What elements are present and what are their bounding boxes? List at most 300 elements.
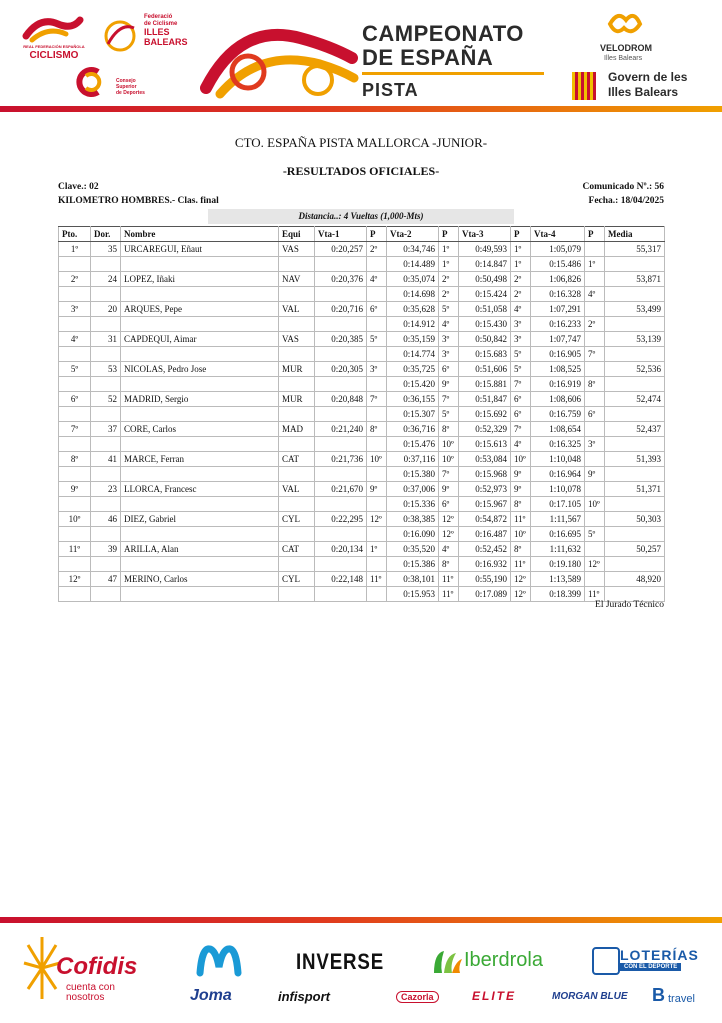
- cell-split-p2: 11º: [439, 587, 459, 602]
- col-p4: P: [585, 227, 605, 242]
- table-split-row: [59, 467, 665, 482]
- cell-p1: 4º: [367, 272, 387, 287]
- cell-split-p4: 1º: [585, 257, 605, 272]
- cell-split-p2: 9º: [439, 377, 459, 392]
- cell-split-p4: 9º: [585, 467, 605, 482]
- cell-vta4: 1:06,826: [531, 272, 585, 287]
- cell-split-p4: 4º: [585, 287, 605, 302]
- cell-vta2: 0:36,716: [387, 422, 439, 437]
- cell-name: CORE, Carlos: [121, 422, 279, 437]
- sponsors-footer: [0, 923, 722, 1023]
- cell-split-p2: 8º: [439, 557, 459, 572]
- cell-empty: [605, 317, 665, 332]
- cell-split4: 0:16.695: [531, 527, 585, 542]
- col-vta2: Vta-2: [387, 227, 439, 242]
- table-split-row: [59, 527, 665, 542]
- cell-p1: 10º: [367, 452, 387, 467]
- cell-name: DIEZ, Gabriel: [121, 512, 279, 527]
- elite-logo: ELITE: [472, 989, 517, 1003]
- table-split-row: [59, 557, 665, 572]
- cell-pos: 11º: [59, 542, 91, 557]
- cell-pos: 6º: [59, 392, 91, 407]
- cell-split4: 0:16.325: [531, 437, 585, 452]
- header: [0, 0, 722, 112]
- cell-empty: [367, 497, 387, 512]
- govern-line2: Illes Balears: [608, 85, 679, 99]
- cell-split-p3: 10º: [511, 527, 531, 542]
- cell-empty: [91, 347, 121, 362]
- cell-empty: [367, 257, 387, 272]
- cell-split3: 0:15.692: [459, 407, 511, 422]
- cell-p2: 12º: [439, 512, 459, 527]
- clave-label: Clave.: 02: [58, 182, 99, 192]
- cell-dorsal: 41: [91, 452, 121, 467]
- cell-split3: 0:15.967: [459, 497, 511, 512]
- cell-split-p4: 12º: [585, 557, 605, 572]
- cell-empty: [367, 467, 387, 482]
- cell-empty: [59, 317, 91, 332]
- cell-dorsal: 46: [91, 512, 121, 527]
- cell-empty: [59, 437, 91, 452]
- cell-empty: [605, 257, 665, 272]
- cell-vta2: 0:35,074: [387, 272, 439, 287]
- cell-vta3: 0:49,593: [459, 242, 511, 257]
- cell-p2: 2º: [439, 272, 459, 287]
- table-row: [59, 392, 665, 407]
- cell-name: MARCE, Ferran: [121, 452, 279, 467]
- cell-split4: 0:16.905: [531, 347, 585, 362]
- col-nombre: Nombre: [121, 227, 279, 242]
- cell-p2: 10º: [439, 452, 459, 467]
- cell-empty: [91, 287, 121, 302]
- cell-empty: [59, 497, 91, 512]
- col-vta3: Vta-3: [459, 227, 511, 242]
- cell-empty: [315, 407, 367, 422]
- cell-empty: [315, 587, 367, 602]
- cell-split-p3: 12º: [511, 587, 531, 602]
- cell-p3: 7º: [511, 422, 531, 437]
- distance-banner: Distancia..: 4 Vueltas (1,000-Mts): [208, 209, 514, 224]
- cell-vta1: 0:20,134: [315, 542, 367, 557]
- cell-name: MERINO, Carlos: [121, 572, 279, 587]
- cell-dorsal: 23: [91, 482, 121, 497]
- cell-split-p2: 7º: [439, 467, 459, 482]
- cell-vta1: 0:22,148: [315, 572, 367, 587]
- cell-p1: 5º: [367, 332, 387, 347]
- cell-split3: 0:15.430: [459, 317, 511, 332]
- cell-p3: 5º: [511, 362, 531, 377]
- cell-media: 53,499: [605, 302, 665, 317]
- cell-vta1: 0:20,305: [315, 362, 367, 377]
- cell-empty: [91, 557, 121, 572]
- cell-media: 48,920: [605, 572, 665, 587]
- loterias-icon: [592, 947, 620, 975]
- govern-line1: Govern de les: [608, 70, 688, 84]
- cell-pos: 1º: [59, 242, 91, 257]
- csd-line3: de Deportes: [116, 90, 145, 96]
- cell-p1: 8º: [367, 422, 387, 437]
- cell-split3: 0:17.089: [459, 587, 511, 602]
- cell-split4: 0:17.105: [531, 497, 585, 512]
- cell-vta1: 0:22,295: [315, 512, 367, 527]
- cell-team: CYL: [279, 572, 315, 587]
- cell-p3: 8º: [511, 542, 531, 557]
- cell-vta4: 1:08,525: [531, 362, 585, 377]
- cell-vta1: 0:20,257: [315, 242, 367, 257]
- cell-pos: 9º: [59, 482, 91, 497]
- cell-vta2: 0:38,101: [387, 572, 439, 587]
- cell-vta4: 1:10,078: [531, 482, 585, 497]
- cell-vta3: 0:51,606: [459, 362, 511, 377]
- cell-empty: [121, 527, 279, 542]
- cell-split-p2: 12º: [439, 527, 459, 542]
- inverse-logo: INVERSE: [296, 949, 385, 974]
- federacio-line2: de Ciclisme: [144, 21, 178, 27]
- cell-split2: 0:15.953: [387, 587, 439, 602]
- cell-vta2: 0:35,159: [387, 332, 439, 347]
- cell-split3: 0:16.487: [459, 527, 511, 542]
- federacio-logo-icon: [100, 14, 140, 54]
- cell-empty: [121, 257, 279, 272]
- cell-empty: [315, 377, 367, 392]
- iberdrola-logo: Iberdrola: [464, 949, 543, 971]
- cell-split4: 0:16.328: [531, 287, 585, 302]
- cell-empty: [367, 587, 387, 602]
- cell-split-p2: 2º: [439, 287, 459, 302]
- cell-split4: 0:19.180: [531, 557, 585, 572]
- cell-vta4: 1:11,632: [531, 542, 585, 557]
- iberdrola-leaf-icon: [430, 947, 464, 975]
- cell-pos: 4º: [59, 332, 91, 347]
- cell-pos: 5º: [59, 362, 91, 377]
- cell-dorsal: 39: [91, 542, 121, 557]
- cell-vta4: 1:07,291: [531, 302, 585, 317]
- cell-vta4: 1:10,048: [531, 452, 585, 467]
- cell-p2: 8º: [439, 422, 459, 437]
- cell-p2: 3º: [439, 332, 459, 347]
- cell-empty: [121, 467, 279, 482]
- cell-p4: [585, 362, 605, 377]
- cell-media: 52,474: [605, 392, 665, 407]
- cell-empty: [279, 587, 315, 602]
- cell-vta4: 1:08,606: [531, 392, 585, 407]
- col-vta4: Vta-4: [531, 227, 585, 242]
- table-row: [59, 242, 665, 257]
- cell-pos: 3º: [59, 302, 91, 317]
- table-row: [59, 542, 665, 557]
- btravel-logo: travel: [668, 993, 695, 1005]
- cell-empty: [315, 467, 367, 482]
- cell-name: NICOLAS, Pedro Jose: [121, 362, 279, 377]
- cell-vta3: 0:52,452: [459, 542, 511, 557]
- cell-team: VAS: [279, 332, 315, 347]
- table-split-row: [59, 287, 665, 302]
- cell-p4: [585, 242, 605, 257]
- cell-empty: [605, 377, 665, 392]
- federacio-line3: ILLES: [144, 27, 170, 37]
- cell-empty: [121, 557, 279, 572]
- cell-empty: [279, 557, 315, 572]
- cell-split-p3: 5º: [511, 347, 531, 362]
- csd-line2: Superior: [116, 84, 137, 90]
- cell-empty: [315, 257, 367, 272]
- cell-p3: 9º: [511, 482, 531, 497]
- campeonato-title-pista: PISTA: [362, 80, 419, 100]
- cell-split2: 0:16.090: [387, 527, 439, 542]
- cell-split3: 0:15.881: [459, 377, 511, 392]
- cell-dorsal: 52: [91, 392, 121, 407]
- cell-empty: [605, 347, 665, 362]
- cell-empty: [279, 497, 315, 512]
- campeonato-title-line2: DE ESPAÑA: [362, 45, 494, 70]
- cell-p2: 4º: [439, 542, 459, 557]
- cell-split2: 0:15.476: [387, 437, 439, 452]
- cell-empty: [279, 287, 315, 302]
- cell-split2: 0:15.307: [387, 407, 439, 422]
- cell-split2: 0:15.336: [387, 497, 439, 512]
- cell-vta2: 0:37,116: [387, 452, 439, 467]
- cell-vta1: 0:21,736: [315, 452, 367, 467]
- cell-split-p3: 1º: [511, 257, 531, 272]
- cell-split-p4: 6º: [585, 407, 605, 422]
- col-p3: P: [511, 227, 531, 242]
- rfec-ciclismo: CICLISMO: [29, 50, 79, 61]
- cell-split-p4: 5º: [585, 527, 605, 542]
- document-title: CTO. ESPAÑA PISTA MALLORCA -JUNIOR-: [234, 135, 488, 150]
- cell-p4: [585, 422, 605, 437]
- cell-p4: [585, 302, 605, 317]
- cell-p2: 1º: [439, 242, 459, 257]
- cell-split3: 0:15.613: [459, 437, 511, 452]
- cell-p3: 11º: [511, 512, 531, 527]
- cell-split-p3: 7º: [511, 377, 531, 392]
- cell-empty: [91, 527, 121, 542]
- cell-split2: 0:15.420: [387, 377, 439, 392]
- cell-media: 53,139: [605, 332, 665, 347]
- cell-p4: [585, 452, 605, 467]
- cell-p1: 3º: [367, 362, 387, 377]
- cell-split2: 0:14.489: [387, 257, 439, 272]
- table-row: [59, 452, 665, 467]
- cell-empty: [59, 407, 91, 422]
- title-divider: [362, 72, 544, 75]
- cell-p2: 6º: [439, 362, 459, 377]
- cell-vta1: 0:21,670: [315, 482, 367, 497]
- cell-pos: 10º: [59, 512, 91, 527]
- cell-p3: 4º: [511, 302, 531, 317]
- cell-p4: [585, 512, 605, 527]
- cell-p3: 1º: [511, 242, 531, 257]
- cell-split-p2: 5º: [439, 407, 459, 422]
- cell-split3: 0:16.932: [459, 557, 511, 572]
- cell-split-p3: 11º: [511, 557, 531, 572]
- cell-empty: [59, 587, 91, 602]
- cell-team: CYL: [279, 512, 315, 527]
- cell-vta4: 1:05,079: [531, 242, 585, 257]
- cell-name: LLORCA, Francesc: [121, 482, 279, 497]
- cell-p1: 1º: [367, 542, 387, 557]
- cell-split4: 0:16.919: [531, 377, 585, 392]
- cell-name: LOPEZ, Iñaki: [121, 272, 279, 287]
- table-row: [59, 272, 665, 287]
- cell-pos: 12º: [59, 572, 91, 587]
- cell-dorsal: 37: [91, 422, 121, 437]
- cell-p4: [585, 392, 605, 407]
- cell-vta1: 0:20,716: [315, 302, 367, 317]
- cell-vta3: 0:55,190: [459, 572, 511, 587]
- cell-vta2: 0:35,520: [387, 542, 439, 557]
- results-body: [59, 242, 665, 602]
- cell-split2: 0:15.380: [387, 467, 439, 482]
- jurado-signature: El Jurado Técnico: [595, 600, 664, 610]
- cell-team: MAD: [279, 422, 315, 437]
- cell-empty: [367, 407, 387, 422]
- cell-split-p3: 9º: [511, 467, 531, 482]
- cell-empty: [605, 287, 665, 302]
- table-row: [59, 332, 665, 347]
- cell-split-p2: 10º: [439, 437, 459, 452]
- cell-team: CAT: [279, 452, 315, 467]
- cell-vta1: 0:21,240: [315, 422, 367, 437]
- cell-empty: [59, 347, 91, 362]
- cell-split2: 0:14.912: [387, 317, 439, 332]
- table-row: [59, 482, 665, 497]
- table-split-row: [59, 437, 665, 452]
- cell-split-p2: 1º: [439, 257, 459, 272]
- cell-vta2: 0:37,006: [387, 482, 439, 497]
- cell-empty: [367, 437, 387, 452]
- infisport-logo: infisport: [278, 989, 330, 1004]
- cell-empty: [59, 467, 91, 482]
- cell-vta4: 1:11,567: [531, 512, 585, 527]
- cell-media: 50,303: [605, 512, 665, 527]
- cell-split-p2: 6º: [439, 497, 459, 512]
- cell-empty: [605, 467, 665, 482]
- table-split-row: [59, 257, 665, 272]
- table-row: [59, 362, 665, 377]
- cell-vta1: 0:20,385: [315, 332, 367, 347]
- cell-p1: 2º: [367, 242, 387, 257]
- cell-empty: [315, 317, 367, 332]
- cell-vta2: 0:35,725: [387, 362, 439, 377]
- cell-empty: [279, 407, 315, 422]
- col-vta1: Vta-1: [315, 227, 367, 242]
- event-label: KILOMETRO HOMBRES.- Clas. final: [58, 196, 219, 206]
- cell-vta1: 0:20,376: [315, 272, 367, 287]
- col-p2: P: [439, 227, 459, 242]
- table-row: [59, 512, 665, 527]
- cell-vta4: 1:13,589: [531, 572, 585, 587]
- cell-p2: 5º: [439, 302, 459, 317]
- cell-empty: [121, 497, 279, 512]
- cell-empty: [367, 347, 387, 362]
- cell-vta2: 0:34,746: [387, 242, 439, 257]
- cell-name: CAPDEQUI, Aimar: [121, 332, 279, 347]
- campeonato-swoosh-icon: [200, 18, 360, 102]
- cell-p4: [585, 332, 605, 347]
- cell-name: MADRID, Sergio: [121, 392, 279, 407]
- cell-split-p4: 7º: [585, 347, 605, 362]
- cell-p2: 7º: [439, 392, 459, 407]
- cell-dorsal: 20: [91, 302, 121, 317]
- federacio-line1: Federació: [144, 14, 173, 20]
- cell-empty: [367, 317, 387, 332]
- header-stripe: [0, 106, 722, 112]
- cell-empty: [279, 467, 315, 482]
- cell-empty: [605, 557, 665, 572]
- cell-dorsal: 24: [91, 272, 121, 287]
- movistar-logo-icon: [196, 943, 242, 977]
- cell-empty: [91, 587, 121, 602]
- cell-empty: [279, 527, 315, 542]
- cell-vta4: 1:08,654: [531, 422, 585, 437]
- cell-dorsal: 31: [91, 332, 121, 347]
- cell-name: ARQUES, Pepe: [121, 302, 279, 317]
- table-split-row: [59, 377, 665, 392]
- cell-empty: [59, 557, 91, 572]
- cell-empty: [279, 317, 315, 332]
- cell-split-p3: 2º: [511, 287, 531, 302]
- cell-split-p4: 11º: [585, 587, 605, 602]
- cazorla-logo: Cazorla: [396, 991, 439, 1003]
- cell-empty: [121, 317, 279, 332]
- cell-empty: [121, 347, 279, 362]
- table-row: [59, 572, 665, 587]
- cell-vta2: 0:38,385: [387, 512, 439, 527]
- cell-vta3: 0:52,973: [459, 482, 511, 497]
- cell-split2: 0:14.698: [387, 287, 439, 302]
- cell-empty: [315, 347, 367, 362]
- csd-logo-icon: [72, 66, 112, 98]
- cell-p1: 7º: [367, 392, 387, 407]
- cell-empty: [605, 437, 665, 452]
- campeonato-title-line1: CAMPEONATO: [362, 21, 524, 46]
- cell-split2: 0:15.386: [387, 557, 439, 572]
- cell-vta3: 0:51,847: [459, 392, 511, 407]
- csd-line1: Consejo: [116, 78, 136, 84]
- cell-empty: [91, 437, 121, 452]
- cell-p3: 2º: [511, 272, 531, 287]
- table-row: [59, 302, 665, 317]
- cell-split2: 0:14.774: [387, 347, 439, 362]
- cell-empty: [121, 437, 279, 452]
- cell-empty: [605, 527, 665, 542]
- cell-split4: 0:16.759: [531, 407, 585, 422]
- cell-team: VAL: [279, 482, 315, 497]
- cell-empty: [315, 557, 367, 572]
- cell-split-p3: 8º: [511, 497, 531, 512]
- cell-p3: 3º: [511, 332, 531, 347]
- cell-split4: 0:18.399: [531, 587, 585, 602]
- cell-p1: 11º: [367, 572, 387, 587]
- govern-flag-icon: [572, 72, 596, 100]
- cell-vta2: 0:35,628: [387, 302, 439, 317]
- cell-empty: [367, 527, 387, 542]
- cell-team: VAS: [279, 242, 315, 257]
- cell-team: MUR: [279, 362, 315, 377]
- cell-split4: 0:16.233: [531, 317, 585, 332]
- cell-vta3: 0:51,058: [459, 302, 511, 317]
- cell-split4: 0:16.964: [531, 467, 585, 482]
- cell-empty: [91, 407, 121, 422]
- cell-split-p2: 4º: [439, 317, 459, 332]
- cell-split4: 0:15.486: [531, 257, 585, 272]
- cell-empty: [367, 287, 387, 302]
- fecha-label: Fecha.: 18/04/2025: [588, 196, 664, 206]
- col-pto: Pto.: [59, 227, 91, 242]
- velodrom-logo-icon: [604, 6, 644, 40]
- cell-empty: [121, 287, 279, 302]
